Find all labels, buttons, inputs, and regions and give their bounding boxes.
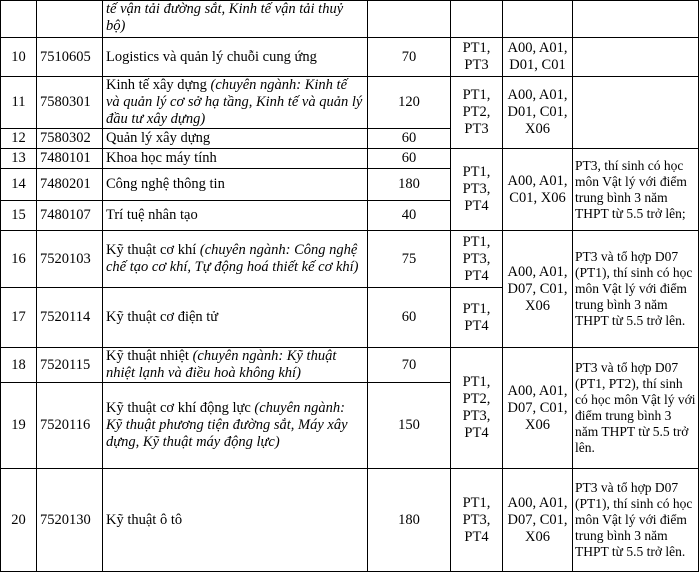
major-name: Kỹ thuật cơ khí: [106, 242, 200, 258]
stt-cell: 11: [1, 77, 37, 129]
quota-cell: 40: [368, 201, 451, 231]
stt-cell: 13: [1, 149, 37, 169]
major-name-cell: [103, 231, 368, 288]
note-cell: PT3 và tổ hợp D07 (PT1), thí sinh có học môn Vật lý với điểm trung bình 3 năm THPT từ 5.5 trở lên.: [573, 469, 699, 572]
combos-cell: A00, A01, C01, X06: [503, 149, 573, 231]
combos-cell: A00, A01, D07, C01, X06: [503, 231, 573, 348]
stt-cell: [1, 1, 37, 38]
methods-cell: PT1, PT2, PT3, PT4: [451, 348, 503, 469]
major-note: (chuyên ngành: Kỹ thuật phương tiện đường sắt, Máy xây dựng, Kỹ thuật máy động lực): [106, 400, 348, 450]
table-row: [1, 231, 699, 288]
code-cell: 7520116: [37, 383, 103, 469]
major-name: Kỹ thuật nhiệt: [106, 348, 193, 364]
stt-cell: 18: [1, 348, 37, 383]
note-cell: [573, 38, 699, 77]
stt-cell: 10: [1, 38, 37, 77]
methods-cell: PT1, PT3, PT4: [451, 231, 503, 288]
note-cell: [573, 1, 699, 38]
major-note: (chuyên ngành: Kỹ thuật nhiệt lạnh và điều hoà không khí): [106, 348, 337, 381]
stt-cell: 14: [1, 169, 37, 201]
code-cell: 7480201: [37, 169, 103, 201]
quota-cell: 60: [368, 149, 451, 169]
code-cell: 7480107: [37, 201, 103, 231]
major-name-cell: [103, 383, 368, 469]
major-name-cell: [103, 348, 368, 383]
code-cell: 7580302: [37, 129, 103, 149]
quota-cell: 75: [368, 231, 451, 288]
major-name-cell: [103, 1, 368, 38]
methods-cell: [451, 1, 503, 38]
note-cell: [573, 77, 699, 149]
code-cell: 7520114: [37, 288, 103, 348]
major-name: Kỹ thuật cơ khí động lực: [106, 400, 255, 416]
major-note: (chuyên ngành: Công nghệ chế tạo cơ khí, Tự động hoá thiết kế cơ khí): [106, 242, 359, 275]
methods-cell: PT1, PT4: [451, 288, 503, 348]
stt-cell: 16: [1, 231, 37, 288]
major-name-cell: Logistics và quản lý chuỗi cung ứng: [103, 38, 368, 77]
combos-cell: A00, A01, D01, C01: [503, 38, 573, 77]
table-row: [1, 469, 699, 572]
note-cell: PT3 và tổ hợp D07 (PT1, PT2), thí sinh có học môn Vật lý với điểm trung bình 3 năm THPT từ 5.5 trở lên.: [573, 348, 699, 469]
major-note: (chuyên ngành: Kinh tế và quản lý cơ sở hạ tầng, Kinh tế và quản lý đầu tư xây dựng): [106, 77, 363, 127]
combos-cell: A00, A01, D07, C01, X06: [503, 469, 573, 572]
code-cell: 7520115: [37, 348, 103, 383]
major-name-cell: [103, 77, 368, 129]
code-cell: [37, 1, 103, 38]
stt-cell: 15: [1, 201, 37, 231]
methods-cell: PT1, PT2, PT3: [451, 77, 503, 149]
major-name-cell: Kỹ thuật ô tô: [103, 469, 368, 572]
quota-cell: 60: [368, 129, 451, 149]
major-note: tế vận tải đường sắt, Kinh tế vận tải thuỷ bộ): [106, 1, 344, 34]
major-name-cell: Quản lý xây dựng: [103, 129, 368, 149]
note-cell: PT3, thí sinh có học môn Vật lý với điểm trung bình 3 năm THPT từ 5.5 trở lên;: [573, 149, 699, 231]
table-row: [1, 77, 699, 129]
combos-cell: [503, 1, 573, 38]
methods-cell: PT1, PT3, PT4: [451, 149, 503, 231]
quota-cell: [368, 1, 451, 38]
code-cell: 7520130: [37, 469, 103, 572]
note-cell: PT3 và tổ hợp D07 (PT1), thí sinh có học môn Vật lý với điểm trung bình 3 năm THPT từ 5.5 trở lên.: [573, 231, 699, 348]
methods-cell: PT1, PT3, PT4: [451, 469, 503, 572]
methods-cell: PT1, PT3: [451, 38, 503, 77]
quota-cell: 180: [368, 169, 451, 201]
stt-cell: 19: [1, 383, 37, 469]
major-name-cell: Kỹ thuật cơ điện tử: [103, 288, 368, 348]
quota-cell: 60: [368, 288, 451, 348]
table-row: [1, 38, 699, 77]
major-name-cell: Trí tuệ nhân tạo: [103, 201, 368, 231]
code-cell: 7510605: [37, 38, 103, 77]
quota-cell: 70: [368, 38, 451, 77]
quota-cell: 70: [368, 348, 451, 383]
major-name: Kinh tế xây dựng: [106, 77, 211, 93]
combos-cell: A00, A01, D01, C01, X06: [503, 77, 573, 149]
major-name-cell: Khoa học máy tính: [103, 149, 368, 169]
table-row: [1, 348, 699, 383]
code-cell: 7480101: [37, 149, 103, 169]
stt-cell: 17: [1, 288, 37, 348]
stt-cell: 20: [1, 469, 37, 572]
quota-cell: 180: [368, 469, 451, 572]
major-name-cell: Công nghệ thông tin: [103, 169, 368, 201]
quota-cell: 120: [368, 77, 451, 129]
code-cell: 7580301: [37, 77, 103, 129]
table-row: [1, 1, 699, 38]
quota-cell: 150: [368, 383, 451, 469]
stt-cell: 12: [1, 129, 37, 149]
combos-cell: A00, A01, D07, C01, X06: [503, 348, 573, 469]
code-cell: 7520103: [37, 231, 103, 288]
table-row: [1, 149, 699, 169]
